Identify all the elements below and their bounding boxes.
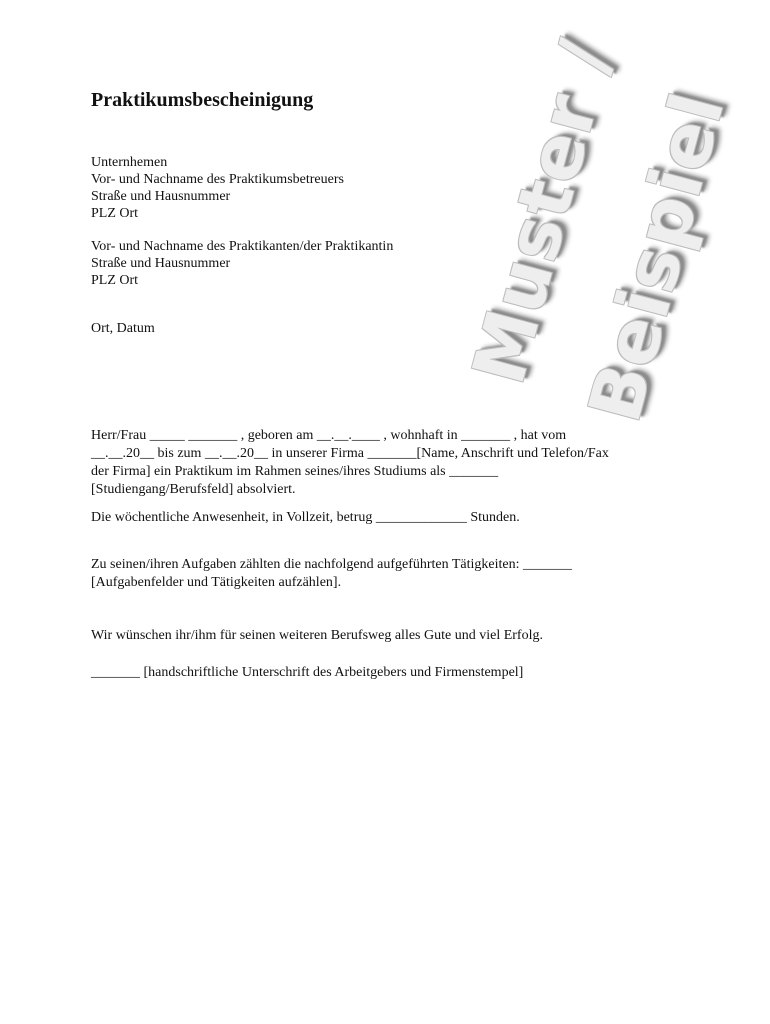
recipient-street: Straße und Hausnummer — [91, 256, 231, 271]
paragraph-line: Zu seinen/ihren Aufgaben zählten die nachfolgend aufgeführten Tätigkeiten: _______ — [91, 557, 573, 572]
recipient-name: Vor- und Nachname des Praktikanten/der Praktikantin — [91, 239, 394, 254]
recipient-address — [91, 238, 393, 289]
paragraph-line: [Studiengang/Berufsfeld] absolviert. — [91, 482, 296, 497]
paragraph-line: [Aufgabenfelder und Tätigkeiten aufzählen]. — [91, 575, 342, 590]
recipient-city: PLZ Ort — [91, 273, 139, 288]
sender-street: Straße und Hausnummer — [91, 189, 231, 204]
paragraph-line: _______ [handschriftliche Unterschrift des Arbeitgebers und Firmenstempel] — [91, 665, 524, 680]
place-date-text: Ort, Datum — [91, 321, 155, 336]
paragraph-line: Wir wünschen ihr/ihm für seinen weiteren Berufsweg alles Gute und viel Erfolg. — [91, 628, 543, 643]
sender-company: Unternhemen — [91, 155, 168, 170]
sender-city: PLZ Ort — [91, 206, 139, 221]
closing-wishes-paragraph — [91, 627, 681, 645]
tasks-paragraph — [91, 556, 681, 592]
signature-line — [91, 664, 681, 682]
document-title: Praktikumsbescheinigung — [91, 89, 314, 111]
sender-supervisor-name: Vor- und Nachname des Praktikumsbetreuers — [91, 172, 344, 187]
paragraph-line: der Firma] ein Praktikum im Rahmen seines/ihres Studiums als _______ — [91, 464, 499, 479]
paragraph-line: Die wöchentliche Anwesenheit, in Vollzeit, betrug _____________ Stunden. — [91, 510, 520, 525]
watermark-beispiel: Beispiel — [572, 82, 741, 431]
attendance-paragraph — [91, 509, 681, 527]
place-date — [91, 320, 155, 337]
internship-details-paragraph — [91, 427, 681, 499]
watermark-muster: Muster / — [456, 30, 629, 393]
sender-address — [91, 154, 344, 222]
paragraph-line: __.__.20__ bis zum __.__.20__ in unserer Firma _______[Name, Anschrift und Telefon/Fax — [91, 446, 609, 461]
paragraph-line: Herr/Frau _____ _______ , geboren am __.__.____ , wohnhaft in _______ , hat vom — [91, 428, 567, 443]
